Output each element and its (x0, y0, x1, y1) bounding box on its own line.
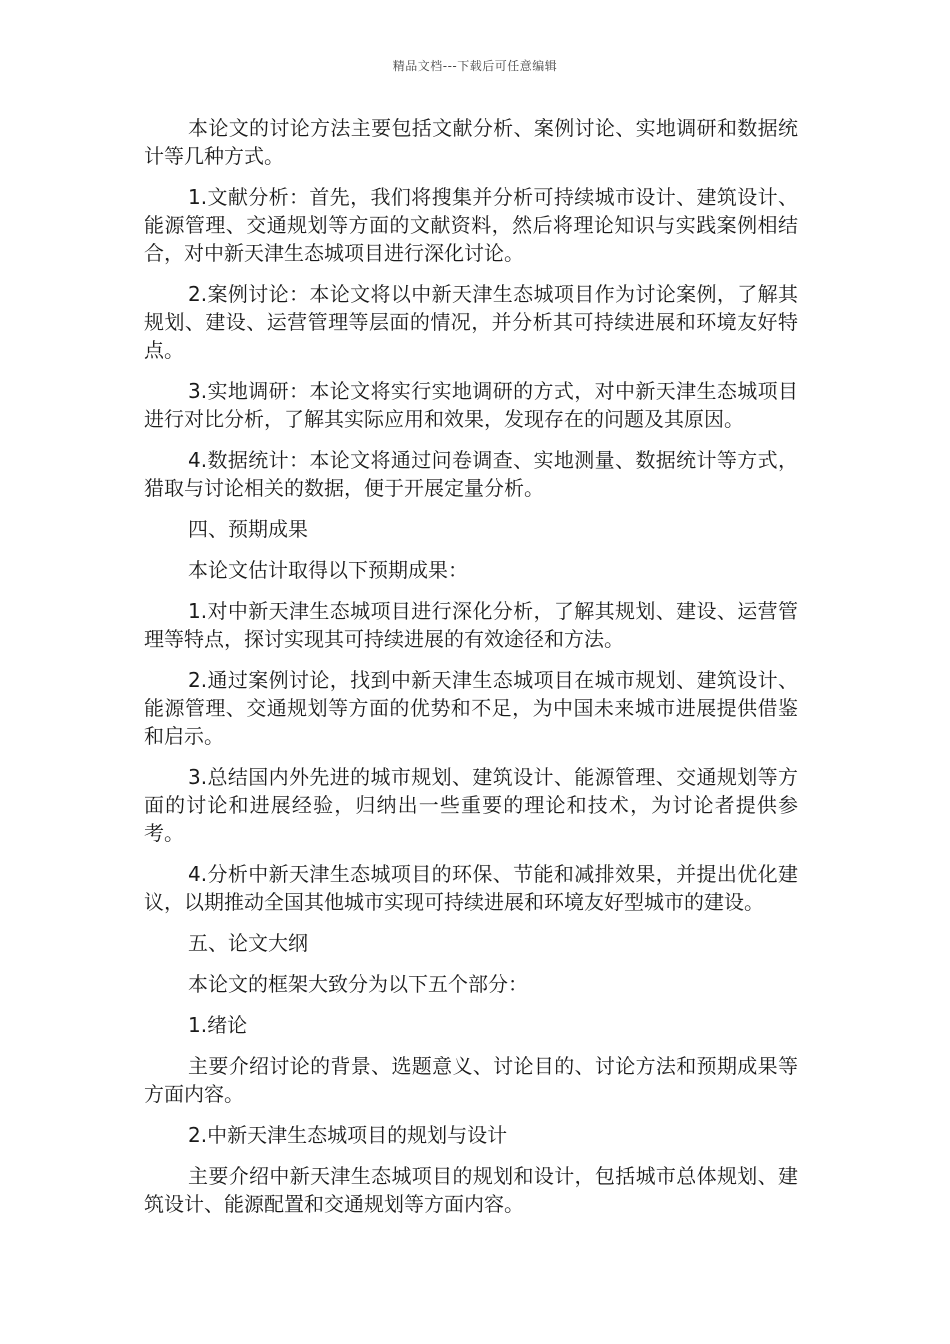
section-heading-outline: 五、论文大纲 (188, 931, 308, 955)
paragraph-methods-intro: 本论文的讨论方法主要包括文献分析、案例讨论、实地调研和数据统计等几种方式。 (144, 116, 798, 168)
outline-item-2-title: 2.中新天津生态城项目的规划与设计 (188, 1123, 508, 1147)
paragraph-method-literature: 1.文献分析：首先，我们将搜集并分析可持续城市设计、建筑设计、能源管理、交通规划等方面的文献资料，然后将理论知识与实践案例相结合，对中新天津生态城项目进行深化讨论。 (144, 185, 798, 265)
paragraph-result-4: 4.分析中新天津生态城项目的环保、节能和减排效果，并提出优化建议，以期推动全国其他城市实现可持续进展和环境友好型城市的建设。 (144, 862, 798, 914)
section-heading-expected-results: 四、预期成果 (188, 517, 308, 541)
paragraph-result-3: 3.总结国内外先进的城市规划、建筑设计、能源管理、交通规划等方面的讨论和进展经验，归纳出一些重要的理论和技术，为讨论者提供参考。 (144, 765, 798, 845)
paragraph-results-intro: 本论文估计取得以下预期成果： (188, 558, 468, 582)
paragraph-result-2: 2.通过案例讨论，找到中新天津生态城项目在城市规划、建筑设计、能源管理、交通规划等方面的优势和不足，为中国未来城市进展提供借鉴和启示。 (144, 668, 798, 748)
outline-item-1-description: 主要介绍讨论的背景、选题意义、讨论目的、讨论方法和预期成果等方面内容。 (144, 1054, 798, 1106)
page-header: 精品文档---下载后可任意编辑 (392, 59, 558, 73)
outline-item-2-description: 主要介绍中新天津生态城项目的规划和设计，包括城市总体规划、建筑设计、能源配置和交通规划等方面内容。 (144, 1164, 798, 1216)
paragraph-result-1: 1.对中新天津生态城项目进行深化分析，了解其规划、建设、运营管理等特点，探讨实现其可持续进展的有效途径和方法。 (144, 599, 798, 651)
paragraph-outline-intro: 本论文的框架大致分为以下五个部分： (188, 972, 528, 996)
paragraph-method-field-research: 3.实地调研：本论文将实行实地调研的方式，对中新天津生态城项目进行对比分析，了解其实际应用和效果，发现存在的问题及其原因。 (144, 379, 798, 431)
document-body (144, 114, 798, 1231)
paragraph-method-case-study: 2.案例讨论：本论文将以中新天津生态城项目作为讨论案例，了解其规划、建设、运营管理等层面的情况，并分析其可持续进展和环境友好特点。 (144, 282, 798, 362)
outline-item-1-title: 1.绪论 (188, 1013, 248, 1037)
paragraph-method-statistics: 4.数据统计：本论文将通过问卷调查、实地测量、数据统计等方式，猎取与讨论相关的数据，便于开展定量分析。 (144, 448, 798, 500)
